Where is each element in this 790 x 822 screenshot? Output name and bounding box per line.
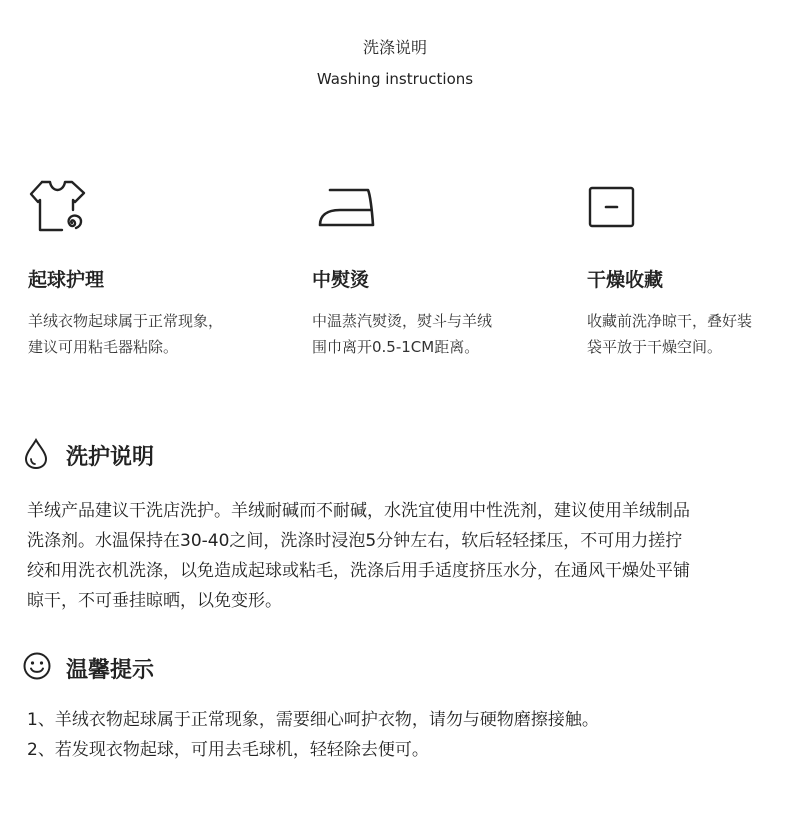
smiley-icon [22, 651, 54, 687]
storage-box-icon [587, 180, 639, 236]
card-description: 中温蒸汽熨烫，熨斗与羊绒 围巾离开0.5-1CM距离。 [312, 312, 493, 356]
list-item: 2、若发现衣物起球，可用去毛球机，轻轻除去便可。 [27, 740, 429, 760]
care-paragraph: 羊绒产品建议干洗店洗护。羊绒耐碱而不耐碱，水洗宜使用中性洗剂，建议使用羊绒制品 洗涤剂。水温保持在30-40之间，洗涤时浸泡5分钟左右，软后轻轻揉压，不可用力搓拧 绞和用洗衣机洗涤，以免造成起球或粘毛，洗涤后用手适度挤压水分，在通风干燥处平铺 晾干，不可垂挂晾晒，以免变形。 [27, 501, 690, 611]
card-heading: 中熨烫 [312, 269, 370, 291]
card-description: 收藏前洗净晾干，叠好装 袋平放于干燥空间。 [587, 312, 753, 356]
card-heading: 起球护理 [28, 269, 105, 291]
card-heading: 干燥收藏 [587, 269, 664, 291]
tips-list [27, 705, 772, 765]
iron-icon [312, 180, 376, 236]
section-title: 温馨提示 [66, 658, 155, 683]
page-subtitle: Washing instructions [316, 70, 474, 88]
card-description: 羊绒衣物起球属于正常现象， 建议可用粘毛器粘除。 [28, 312, 224, 356]
tshirt-pilling-icon [28, 180, 88, 236]
section-title: 洗护说明 [66, 445, 155, 470]
water-drop-icon [22, 438, 50, 474]
page-title: 洗涤说明 [362, 38, 427, 57]
list-item: 1、羊绒衣物起球属于正常现象，需要细心呵护衣物，请勿与硬物磨擦接触。 [27, 710, 599, 730]
